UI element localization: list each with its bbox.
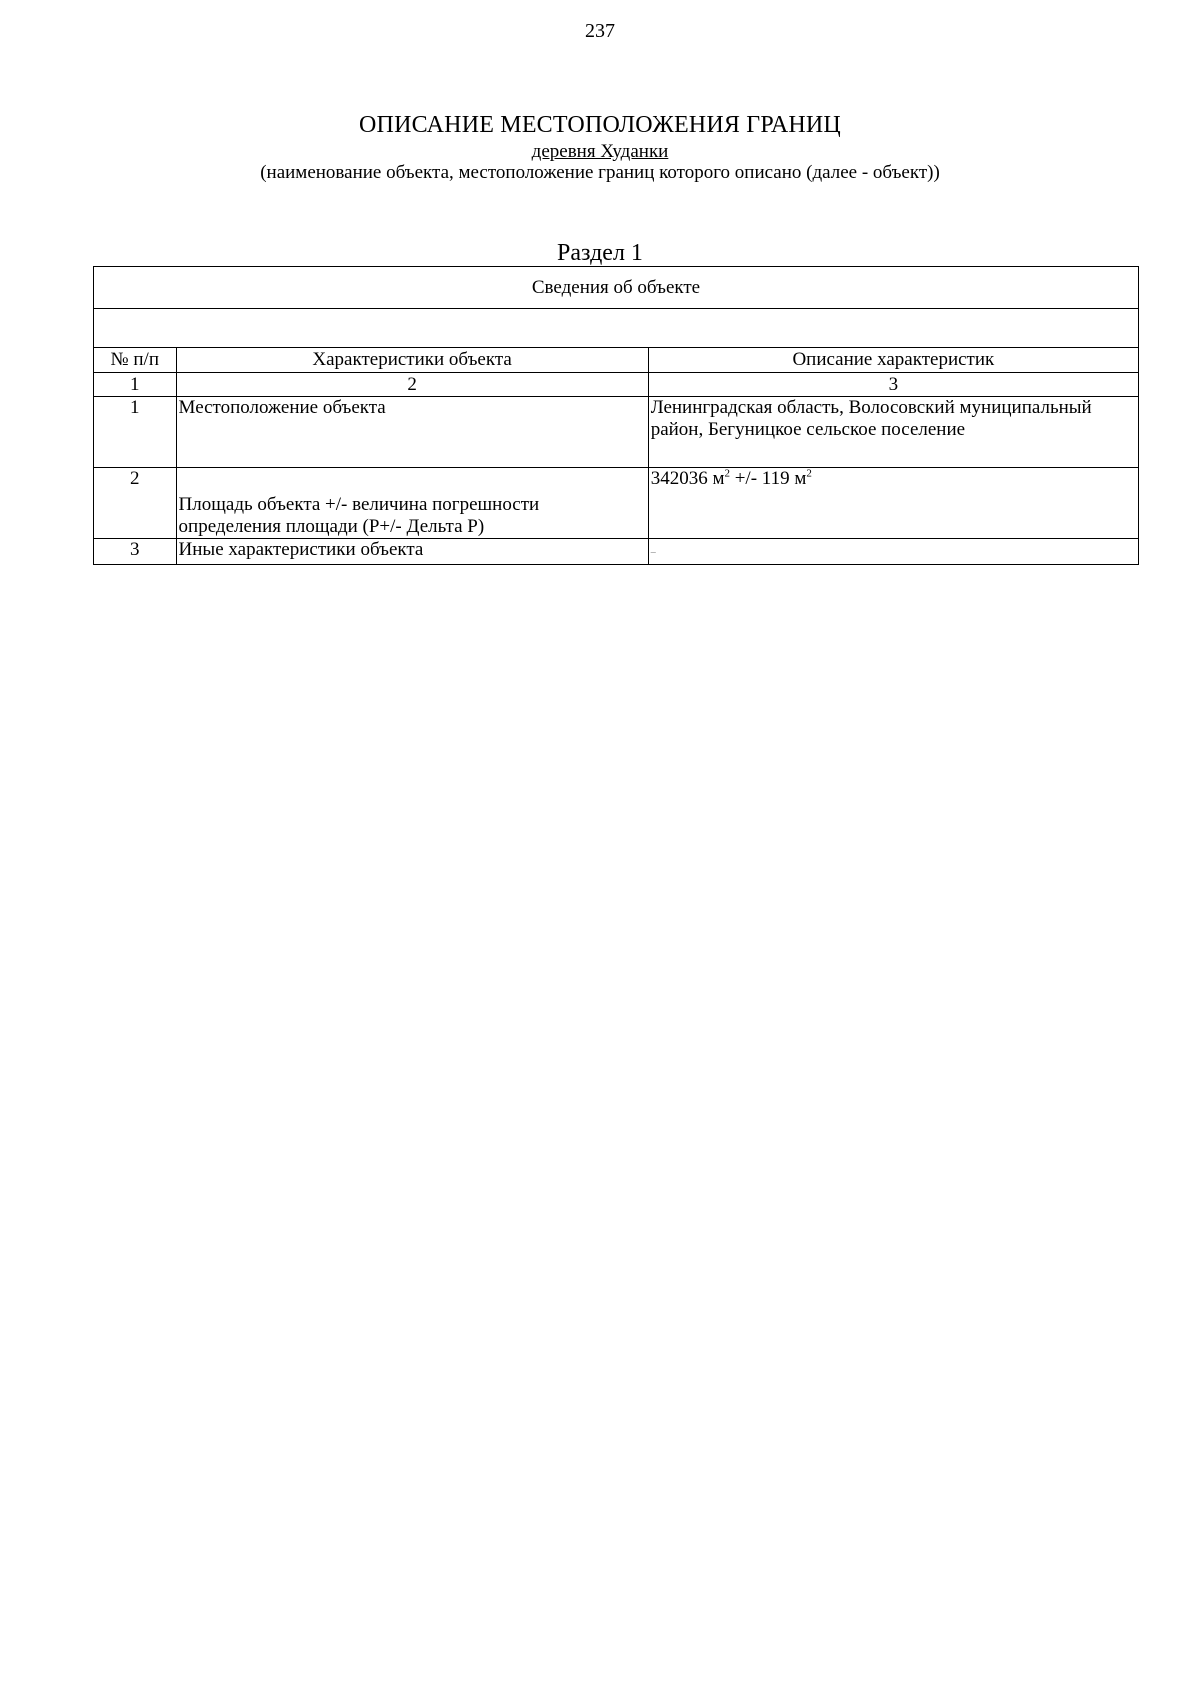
row-description	[648, 468, 1138, 539]
object-name-note: (наименование объекта, местоположение границ которого описано (далее - объект))	[260, 162, 940, 183]
object-info-table	[93, 266, 1139, 565]
object-name-text: деревня Худанки	[531, 141, 669, 162]
area-unit-exponent: 2	[724, 467, 730, 480]
area-value: 342036 м	[650, 468, 725, 489]
table-blank-row	[94, 309, 1139, 348]
row-characteristic: Площадь объекта +/- величина погрешности определения площади (Р+/- Дельта Р)	[176, 468, 648, 539]
index-cell: 1	[94, 373, 177, 397]
row-num: 3	[94, 539, 177, 565]
table-caption: Сведения об объекте	[94, 267, 1139, 309]
row-characteristic: Иные характеристики объекта	[176, 539, 648, 565]
table-row	[94, 468, 1139, 539]
tolerance-unit-exponent: 2	[806, 467, 812, 480]
header-num: № п/п	[94, 348, 177, 373]
header-description: Описание характеристик	[648, 348, 1138, 373]
row-num: 2	[94, 468, 177, 539]
header-characteristic: Характеристики объекта	[176, 348, 648, 373]
row-num: 1	[94, 397, 177, 468]
table-caption-row	[94, 267, 1139, 309]
empty-value-dash: –	[650, 547, 656, 558]
table-row	[94, 397, 1139, 468]
row-description	[648, 539, 1138, 565]
table-index-row	[94, 373, 1139, 397]
area-tolerance: +/- 119 м	[729, 468, 807, 489]
document-title: ОПИСАНИЕ МЕСТОПОЛОЖЕНИЯ ГРАНИЦ	[359, 112, 841, 138]
section-title: Раздел 1	[557, 240, 643, 266]
row-characteristic: Местоположение объекта	[176, 397, 648, 468]
blank-cell	[94, 309, 1139, 348]
object-name	[0, 141, 1200, 163]
table-row	[94, 539, 1139, 565]
page-number: 237	[585, 20, 615, 42]
index-cell: 3	[648, 373, 1138, 397]
table-header-row	[94, 348, 1139, 373]
row-description: Ленинградская область, Волосовский муниципальный район, Бегуницкое сельское поселение	[648, 397, 1138, 468]
index-cell: 2	[176, 373, 648, 397]
